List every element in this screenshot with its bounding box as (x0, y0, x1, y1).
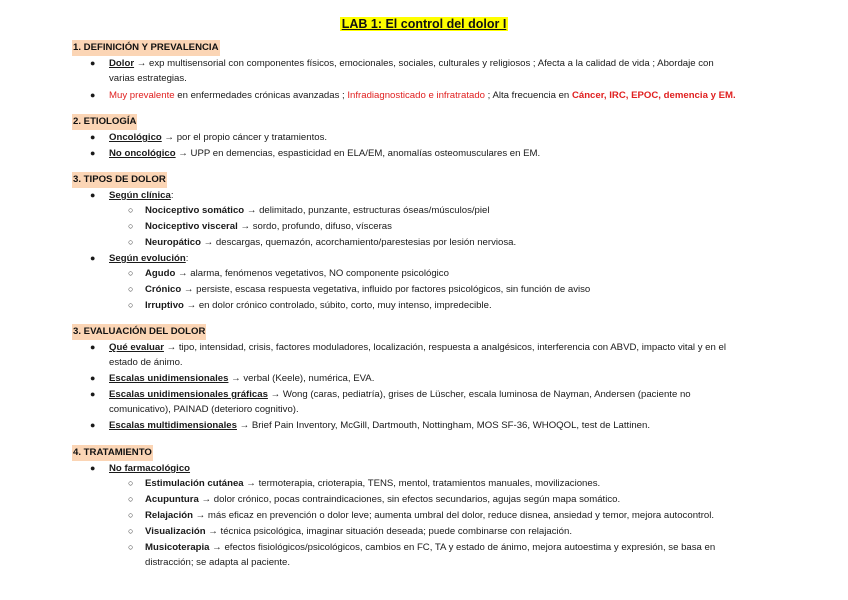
bullet-icon: ● (90, 463, 96, 473)
circle-bullet-icon: ○ (128, 494, 134, 504)
bullet-icon: ● (90, 58, 96, 68)
term: No oncológico (109, 148, 176, 159)
section-heading-evaluacion: 3. EVALUACIÓN DEL DOLOR (72, 324, 206, 340)
group-label: Según evolución (109, 253, 186, 264)
circle-bullet-icon: ○ (128, 478, 134, 488)
highlight-red: Infradiagnosticado e infratratado (347, 90, 485, 101)
term: Escalas unidimensionales (109, 373, 229, 384)
item-text: ; Alta frecuencia en (485, 90, 572, 101)
circle-bullet-icon: ○ (128, 542, 134, 552)
item-text: → técnica psicológica, imaginar situación deseada; puede combinarse con relajación. (205, 526, 572, 537)
item-text: → Brief Pain Inventory, McGill, Dartmouth, Nottingham, MOS SF-36, WHOQOL, test de Lattinen. (236, 420, 651, 431)
term: Agudo (145, 268, 176, 279)
term: Escalas multidimensionales (109, 420, 237, 431)
item-text: → exp multisensorial con componentes físicos, emocionales, sociales, culturales y religiosos ; Afecta a la calidad de vida ; Abordaje con (134, 58, 714, 69)
term: Musicoterapia (145, 542, 210, 553)
colon: : (185, 253, 189, 264)
term: Escalas unidimensionales gráficas (109, 389, 268, 400)
item-text: → por el propio cáncer y tratamientos. (161, 132, 328, 143)
bullet-icon: ● (90, 132, 96, 142)
bullet-icon: ● (90, 373, 96, 383)
bullet-icon: ● (90, 253, 96, 263)
term: Neuropático (145, 237, 201, 248)
bullet-icon: ● (90, 90, 96, 100)
page-title: LAB 1: El control del dolor I (341, 17, 507, 31)
item-text: → tipo, intensidad, crisis, factores moduladores, localización, respuesta a analgésicos, interferencia con ABVD, impacto vital y en el (163, 342, 726, 353)
term: Oncológico (109, 132, 162, 143)
term: Relajación (145, 510, 193, 521)
circle-bullet-icon: ○ (128, 526, 134, 536)
section-heading-tipos: 3. TIPOS DE DOLOR (72, 172, 167, 188)
group-label: No farmacológico (109, 463, 191, 474)
item-text: comunicativo), PAINAD (deterioro cognitivo). (109, 404, 299, 415)
item-text: estado de ánimo. (109, 357, 183, 368)
item-text: → verbal (Keele), numérica, EVA. (228, 373, 375, 384)
item-text: → alarma, fenómenos vegetativos, NO componente psicológico (175, 268, 449, 279)
item-text: → más eficaz en prevención o dolor leve; aumenta umbral del dolor, reduce disnea, ansiedad y temor, mejora autocontrol. (193, 510, 715, 521)
bullet-icon: ● (90, 190, 96, 200)
section-heading-tratamiento: 4. TRATAMIENTO (72, 445, 153, 461)
item-text: distracción; se adapta al paciente. (145, 557, 291, 568)
item-text: → delimitado, punzante, estructuras óseas/músculos/piel (244, 205, 490, 216)
term: Nociceptivo somático (145, 205, 245, 216)
item-text: → efectos fisiológicos/psicológicos, cambios en FC, TA y estado de ánimo, mejora autoestima y expresión, se basa en (209, 542, 716, 553)
group-label: Según clínica (109, 190, 171, 201)
item-text: → Wong (caras, pediatría), grises de Lüscher, escala luminosa de Nayman, Andersen (paciente no (267, 389, 691, 400)
bullet-icon: ● (90, 389, 96, 399)
item-text: → dolor crónico, pocas contraindicaciones, sin efectos secundarios, agujas según mapa somático. (198, 494, 621, 505)
term: Qué evaluar (109, 342, 164, 353)
item-text: → en dolor crónico controlado, súbito, corto, muy intenso, impredecible. (183, 300, 492, 311)
term: Acupuntura (145, 494, 199, 505)
term: Nociceptivo visceral (145, 221, 238, 232)
term: Estimulación cutánea (145, 478, 244, 489)
section-heading-definicion: 1. DEFINICIÓN Y PREVALENCIA (72, 40, 220, 56)
circle-bullet-icon: ○ (128, 205, 134, 215)
term: Visualización (145, 526, 206, 537)
circle-bullet-icon: ○ (128, 284, 134, 294)
bullet-icon: ● (90, 420, 96, 430)
term: Crónico (145, 284, 182, 295)
circle-bullet-icon: ○ (128, 237, 134, 247)
item-text: → persiste, escasa respuesta vegetativa, influido por factores psicológicos, sin función de aviso (181, 284, 591, 295)
item-text: en enfermedades crónicas avanzadas ; (174, 90, 348, 101)
section-heading-etiologia: 2. ETIOLOGÍA (72, 114, 137, 130)
highlight-red: Muy prevalente (109, 90, 175, 101)
item-text: → sordo, profundo, difuso, vísceras (237, 221, 392, 232)
item-text: → descargas, quemazón, acorchamiento/parestesias por lesión nerviosa. (200, 237, 517, 248)
item-text: → termoterapia, crioterapia, TENS, mentol, tratamientos manuales, movilizaciones. (243, 478, 601, 489)
circle-bullet-icon: ○ (128, 221, 134, 231)
circle-bullet-icon: ○ (128, 268, 134, 278)
highlight-red-bold: Cáncer, IRC, EPOC, demencia y EM. (571, 90, 736, 101)
colon: : (170, 190, 174, 201)
item-text: → UPP en demencias, espasticidad en ELA/EM, anomalías osteomusculares en EM. (175, 148, 541, 159)
circle-bullet-icon: ○ (128, 300, 134, 310)
title-row (0, 17, 848, 34)
circle-bullet-icon: ○ (128, 510, 134, 520)
bullet-icon: ● (90, 148, 96, 158)
item-text: varias estrategias. (109, 73, 187, 84)
term: Irruptivo (145, 300, 184, 311)
term: Dolor (109, 58, 135, 69)
bullet-icon: ● (90, 342, 96, 352)
